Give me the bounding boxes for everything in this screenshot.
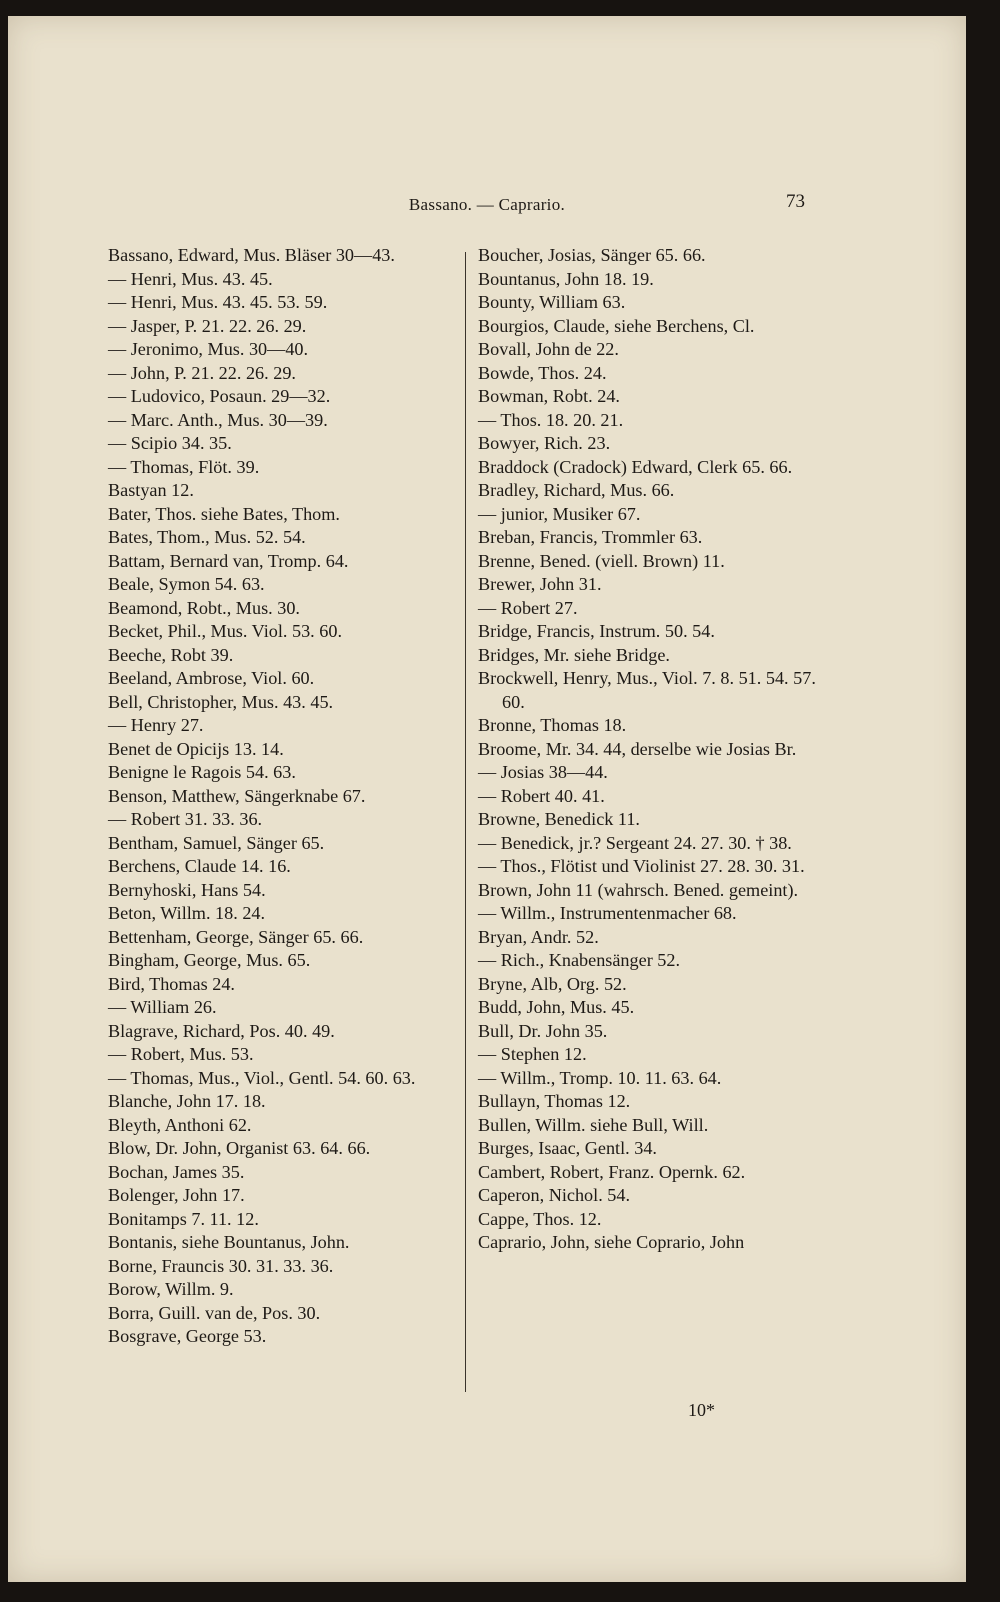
index-entry: Bowman, Robt. 24. [478,386,620,406]
index-entry: Bell, Christopher, Mus. 43. 45. [108,691,334,712]
index-entry: Bull, Dr. John 35. [478,1020,608,1041]
index-entry: Brown, John 11 (wahrsch. Bened. gemeint). [478,879,799,900]
index-entry: Broome, Mr. 34. 44, derselbe wie Josias Br. [478,738,797,759]
index-entry: Bowyer, Rich. 23. [478,433,611,453]
index-entry: Benson, Matthew, Sängerknabe 67. [108,785,366,806]
index-entry: Browne, Benedick 11. [478,809,640,829]
index-entry: — William 26. [108,997,217,1017]
index-entry: — Thomas, Mus., Viol., Gentl. 54. 60. 63. [108,1067,416,1088]
index-entry: — Robert 31. 33. 36. [108,809,263,829]
index-entry: — Henri, Mus. 43. 45. 53. 59. [108,292,328,312]
index-entry: Bosgrave, George 53. [108,1326,267,1346]
index-entry: — John, P. 21. 22. 26. 29. [108,362,296,383]
index-entry: — Benedick, jr.? Sergeant 24. 27. 30. † 38. [478,832,792,853]
index-entry: — Henri, Mus. 43. 45. [108,268,273,289]
index-entry: — Thos. 18. 20. 21. [478,409,624,430]
index-entry: Borra, Guill. van de, Pos. 30. [108,1302,321,1323]
index-entry: Beeland, Ambrose, Viol. 60. [108,668,315,688]
index-entry: Budd, John, Mus. 45. [478,997,635,1017]
index-entry: Beale, Symon 54. 63. [108,574,265,594]
index-entry: Bullen, Willm. siehe Bull, Will. [478,1114,709,1135]
index-entry: Bater, Thos. siehe Bates, Thom. [108,503,340,524]
index-entry: Caperon, Nichol. 54. [478,1185,631,1205]
index-entry: Beamond, Robt., Mus. 30. [108,597,300,618]
index-entry: Bryne, Alb, Org. 52. [478,973,627,994]
left-column [108,244,458,1349]
index-entry: — Willm., Tromp. 10. 11. 63. 64. [478,1067,722,1088]
index-entry: Bochan, James 35. [108,1161,245,1182]
index-entry: — Ludovico, Posaun. 29—32. [108,386,331,406]
index-entry: Bolenger, John 17. [108,1185,245,1205]
index-entry: Bird, Thomas 24. [108,973,235,994]
index-entry: Boucher, Josias, Sänger 65. 66. [478,245,706,265]
index-entry: — junior, Musiker 67. [478,503,641,524]
index-entry: Brockwell, Henry, Mus., Viol. 7. 8. 51. 54. 57. 60. [478,668,816,712]
index-entry: — Stephen 12. [478,1044,587,1064]
index-entry: Bastyan 12. [108,480,194,500]
index-entry: Bridges, Mr. siehe Bridge. [478,644,670,665]
index-entry: — Robert 40. 41. [478,785,605,806]
index-entry: — Thomas, Flöt. 39. [108,456,260,477]
index-entry: Benet de Opicijs 13. 14. [108,738,284,759]
index-entry: Bridge, Francis, Instrum. 50. 54. [478,621,715,641]
index-entry: Bovall, John de 22. [478,339,619,359]
index-entry: Bourgios, Claude, siehe Berchens, Cl. [478,315,755,336]
index-entry: Braddock (Cradock) Edward, Clerk 65. 66. [478,456,793,477]
index-entry: — Rich., Knabensänger 52. [478,950,681,970]
column-divider [465,252,466,1392]
index-entry: Bronne, Thomas 18. [478,715,627,735]
index-entry: Bingham, George, Mus. 65. [108,950,311,970]
index-entry: — Jeronimo, Mus. 30—40. [108,339,309,359]
index-entry: Becket, Phil., Mus. Viol. 53. 60. [108,621,343,641]
page-number: 73 [786,191,805,212]
index-entry: Cappe, Thos. 12. [478,1208,602,1229]
right-column [478,244,838,1255]
index-entry: Blow, Dr. John, Organist 63. 64. 66. [108,1138,371,1158]
index-entry: — Robert, Mus. 53. [108,1044,254,1064]
index-entry: — Jasper, P. 21. 22. 26. 29. [108,315,307,336]
index-entry: Bullayn, Thomas 12. [478,1091,631,1111]
index-entry: — Robert 27. [478,597,578,618]
index-entry: Brewer, John 31. [478,574,602,594]
index-entry: Bleyth, Anthoni 62. [108,1114,252,1135]
index-entry: — Scipio 34. 35. [108,433,232,453]
index-entry: Borow, Willm. 9. [108,1279,234,1299]
index-entry: Battam, Bernard van, Tromp. 64. [108,550,349,571]
index-entry: Bassano, Edward, Mus. Bläser 30—43. [108,245,395,265]
index-entry: Bowde, Thos. 24. [478,362,607,383]
index-entry: Beeche, Robt 39. [108,644,234,665]
index-entry: Bryan, Andr. 52. [478,926,599,947]
index-entry: Bates, Thom., Mus. 52. 54. [108,527,306,547]
index-entry: Benigne le Ragois 54. 63. [108,762,296,782]
index-entry: Bontanis, siehe Bountanus, John. [108,1232,350,1252]
index-entry: Bernyhoski, Hans 54. [108,879,266,900]
signature-mark: 10* [688,1400,715,1420]
index-entry: Caprario, John, siehe Coprario, John [478,1232,745,1252]
index-entry: Blagrave, Richard, Pos. 40. 49. [108,1020,335,1041]
index-entry: — Willm., Instrumentenmacher 68. [478,903,737,923]
index-entry: Bentham, Samuel, Sänger 65. [108,832,325,853]
index-entry: Bettenham, George, Sänger 65. 66. [108,926,364,947]
index-entry: Bradley, Richard, Mus. 66. [478,480,675,500]
index-entry: Brenne, Bened. (viell. Brown) 11. [478,550,725,571]
index-entry: Burges, Isaac, Gentl. 34. [478,1138,657,1158]
index-entry: Borne, Frauncis 30. 31. 33. 36. [108,1255,334,1276]
index-entry: Bounty, William 63. [478,292,626,312]
index-entry: Bountanus, John 18. 19. [478,268,654,289]
index-entry: Cambert, Robert, Franz. Opernk. 62. [478,1161,746,1182]
index-entry: — Henry 27. [108,715,204,735]
running-header: Bassano. — Caprario. [408,195,566,214]
index-entry: — Thos., Flötist und Violinist 27. 28. 30. 31. [478,856,805,876]
index-entry: — Josias 38—44. [478,762,608,782]
index-entry: — Marc. Anth., Mus. 30—39. [108,409,328,430]
index-entry: Breban, Francis, Trommler 63. [478,527,703,547]
index-entry: Bonitamps 7. 11. 12. [108,1208,259,1229]
index-entry: Blanche, John 17. 18. [108,1091,266,1111]
index-entry: Beton, Willm. 18. 24. [108,903,266,923]
index-entry: Berchens, Claude 14. 16. [108,856,291,876]
book-page [8,16,966,1582]
